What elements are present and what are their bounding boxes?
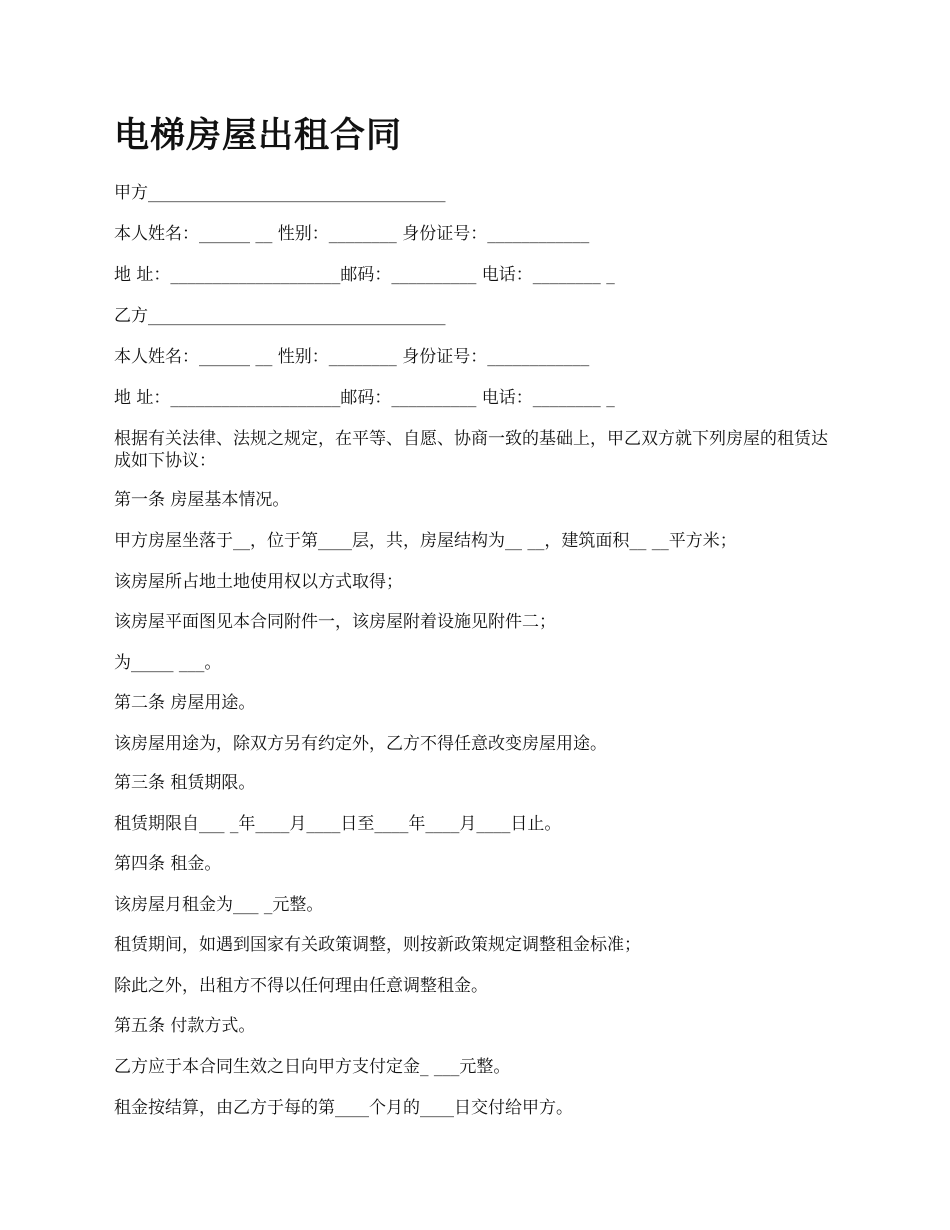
article-2-heading: 第二条 房屋用途。 xyxy=(114,693,256,713)
article-5-deposit-line: 乙方应于本合同生效之日向甲方支付定金_ ___元整。 xyxy=(114,1057,511,1077)
article-1-land-line: 该房屋所占地土地使用权以方式取得； xyxy=(114,572,403,592)
party-b-identity-line: 本人姓名：______ __ 性别：________ 身份证号：____________ xyxy=(114,347,590,367)
party-a-line: 甲方___________________________________ xyxy=(114,183,446,203)
preamble-paragraph: 根据有关法律、法规之规定，在平等、自愿、协商一致的基础上，甲乙双方就下列房屋的租赁达成如下协议： xyxy=(114,429,828,471)
party-b-address-line: 地 址：____________________邮码：__________ 电话：________ _ xyxy=(114,388,615,408)
article-4-rent-line: 该房屋月租金为___ _元整。 xyxy=(114,895,324,915)
article-4-restriction-line: 除此之外，出租方不得以任何理由任意调整租金。 xyxy=(114,976,488,996)
article-5-heading: 第五条 付款方式。 xyxy=(114,1016,256,1036)
article-1-heading: 第一条 房屋基本情况。 xyxy=(114,490,290,510)
party-a-identity-line: 本人姓名：______ __ 性别：________ 身份证号：____________ xyxy=(114,224,590,244)
article-3-heading: 第三条 租赁期限。 xyxy=(114,773,256,793)
article-1-location-line: 甲方房屋坐落于__，位于第____层，共，房屋结构为__ __，建筑面积__ __平方米； xyxy=(114,531,737,551)
article-2-usage-line: 该房屋用途为，除双方另有约定外，乙方不得任意改变房屋用途。 xyxy=(114,734,607,754)
article-5-payment-line: 租金按结算，由乙方于每的第____个月的____日交付给甲方。 xyxy=(114,1098,573,1118)
article-1-attachment-line: 该房屋平面图见本合同附件一，该房屋附着设施见附件二； xyxy=(114,612,556,632)
article-4-heading: 第四条 租金。 xyxy=(114,854,222,874)
party-a-address-line: 地 址：____________________邮码：__________ 电话：________ _ xyxy=(114,265,615,285)
article-1-blank-line: 为_____ ___。 xyxy=(114,653,222,673)
party-b-line: 乙方___________________________________ xyxy=(114,306,446,326)
article-4-policy-line: 租赁期间，如遇到国家有关政策调整，则按新政策规定调整租金标准； xyxy=(114,935,641,955)
article-3-period-line: 租赁期限自___ _年____月____日至____年____月____日止。 xyxy=(114,814,562,834)
document-title: 电梯房屋出租合同 xyxy=(114,115,403,156)
